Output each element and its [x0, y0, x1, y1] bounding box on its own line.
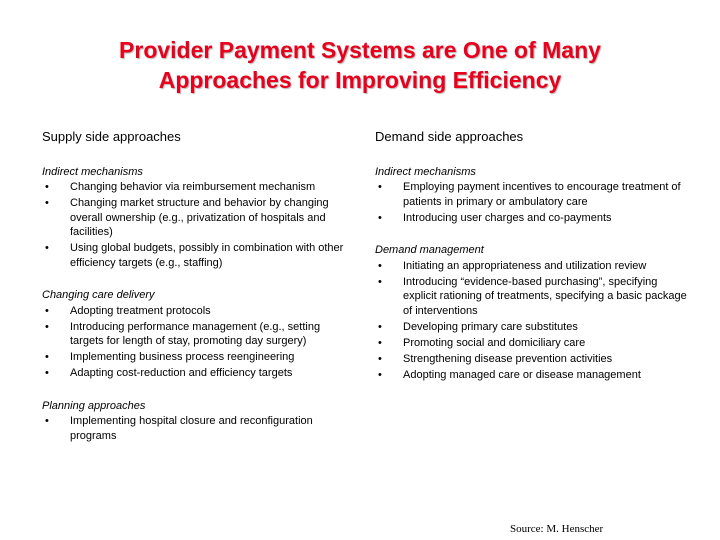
bullet-text: Changing behavior via reimbursement mechanism: [70, 181, 316, 193]
bullet-text: Developing primary care substitutes: [403, 320, 578, 333]
bullet-list: [42, 414, 352, 443]
section-heading: Demand management: [375, 244, 484, 256]
bullet-icon: •: [45, 181, 49, 193]
bullet-icon: •: [378, 320, 382, 333]
bullet-item: [375, 275, 690, 319]
bullet-item: [375, 336, 690, 351]
bullet-text: Promoting social and domiciliary care: [403, 336, 586, 349]
approach-section: [375, 165, 690, 226]
bullet-icon: •: [45, 320, 49, 333]
bullet-item: [42, 414, 352, 443]
bullet-item: [375, 368, 690, 383]
bullet-item: [375, 211, 690, 226]
bullet-icon: •: [378, 336, 382, 349]
bullet-icon: •: [45, 197, 49, 209]
bullet-item: [42, 320, 352, 349]
supply-side-sections: [42, 165, 352, 444]
bullet-item: [375, 320, 690, 335]
bullet-item: [42, 180, 352, 195]
bullet-text: Employing payment incentives to encourage treatment of patients in primary or ambulatory care: [403, 181, 681, 208]
bullet-text: Adopting treatment protocols: [70, 304, 211, 317]
section-heading: Indirect mechanisms: [42, 165, 143, 178]
bullet-item: [375, 259, 690, 274]
bullet-icon: •: [45, 351, 49, 363]
bullet-item: [42, 350, 352, 365]
bullet-list: [42, 304, 352, 381]
bullet-item: [42, 304, 352, 319]
bullet-list: [375, 180, 690, 225]
approach-section: [42, 165, 352, 271]
section-heading: Indirect mechanisms: [375, 165, 476, 178]
bullet-list: [42, 180, 352, 270]
demand-side-heading: Demand side approaches: [375, 129, 524, 144]
bullet-list: [375, 259, 690, 383]
bullet-text: Adapting cost-reduction and efficiency targets: [70, 367, 293, 379]
bullet-icon: •: [45, 304, 49, 317]
bullet-text: Implementing business process reengineering: [70, 351, 295, 363]
slide-title-line-2: Approaches for Improving Efficiency: [158, 67, 562, 93]
bullet-text: Changing market structure and behavior by changing overall ownership (e.g., privatization of hospitals and facilities): [70, 197, 329, 238]
demand-side-column: [375, 130, 690, 400]
bullet-icon: •: [45, 242, 49, 254]
section-heading: Planning approaches: [42, 399, 146, 412]
bullet-icon: •: [378, 211, 382, 224]
bullet-icon: •: [378, 352, 382, 365]
approach-section: [42, 399, 352, 444]
bullet-text: Strengthening disease prevention activities: [403, 352, 613, 365]
approach-section: [42, 288, 352, 381]
supply-side-heading: Supply side approaches: [42, 129, 181, 144]
bullet-icon: •: [378, 259, 382, 272]
bullet-text: Using global budgets, possibly in combination with other efficiency targets (e.g., staffing): [70, 242, 344, 269]
bullet-icon: •: [45, 415, 49, 427]
bullet-icon: •: [378, 181, 382, 193]
slide-title-line-1: Provider Payment Systems are One of Many: [119, 37, 601, 63]
section-heading: Changing care delivery: [42, 289, 155, 301]
bullet-item: [375, 180, 690, 209]
bullet-text: Adopting managed care or disease management: [403, 368, 641, 381]
bullet-icon: •: [378, 368, 382, 381]
bullet-text: Implementing hospital closure and reconfiguration programs: [70, 415, 313, 442]
bullet-item: [42, 196, 352, 240]
source-citation: Source: M. Henscher: [510, 523, 604, 535]
bullet-text: Introducing user charges and co-payments: [403, 211, 612, 224]
bullet-item: [42, 366, 352, 381]
bullet-text: Introducing performance management (e.g., setting targets for length of stay, promoting day surgery): [70, 320, 321, 347]
bullet-item: [375, 352, 690, 367]
approach-section: [375, 243, 690, 382]
slide-title: [0, 35, 720, 95]
supply-side-column: [42, 130, 352, 461]
bullet-item: [42, 241, 352, 270]
bullet-text: Introducing “evidence-based purchasing”, specifying explicit rationing of treatments, specifying a basic package of interventions: [403, 275, 687, 317]
bullet-text: Initiating an appropriateness and utilization review: [403, 259, 647, 272]
bullet-icon: •: [45, 367, 49, 379]
demand-side-sections: [375, 165, 690, 383]
bullet-icon: •: [378, 275, 382, 288]
